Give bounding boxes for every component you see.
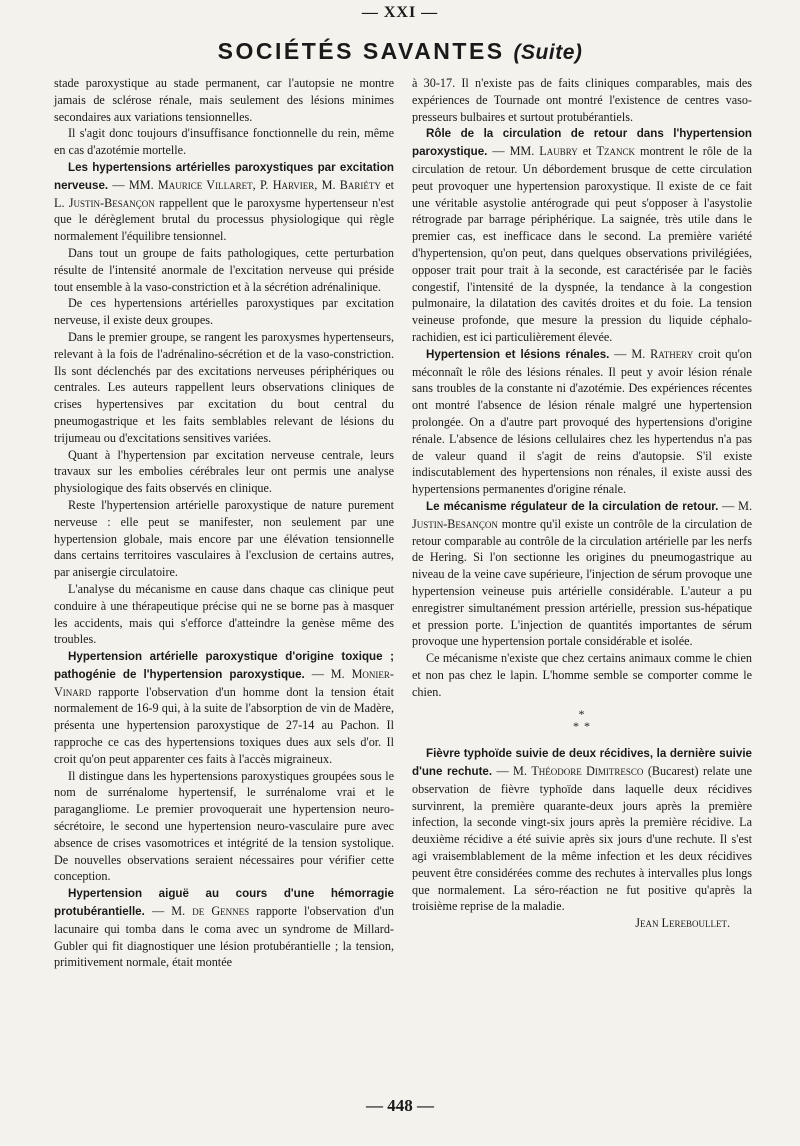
signature: Jean Lereboullet. — [635, 916, 730, 931]
author-name: Maurice Villaret — [157, 177, 253, 192]
article-monier-vinard: Hypertension artérielle paroxystique d'origine toxique ; pathogénie de l'hypertension paroxystique. — M. Monier-Vinard rapporte l'observation d'un homme dont la tension était normalement de 16-9 qui, à la suite de l'absorption de vin de Madère, présenta une hypertension paroxystique de 27-14 au Pachon. Il rapproche ce cas des hypertensions toxiques dues aux sels d'or. Il croit qu'on peut apparenter ces faits à l'accès migraineux. — [54, 650, 394, 766]
author-name: Laubry — [539, 144, 578, 159]
article-title: Hypertension aiguë au cours d'une hémorragie protubérantielle. — [54, 887, 394, 919]
article-dimitresco: Fièvre typhoïde suivie de deux récidives, la dernière suivie d'une rechute. — M. Théodore Dimitresco (Bucarest) relate une observation de fièvre typhoïde dans laquelle deux récidives survinrent, la première quarante-deux jours après la première infection, la seconde vingt-six jours après la première récidive. La deuxième récidive a été suivie après six jours d'une rechute. Il s'est agi vraisemblablement de la même infection et les deux récidives peuvent être considérées comme des rechutes à intervalles plus longs que normalement. La séro-réaction ne fut positive qu'après la troisième reprise de la maladie. — [412, 747, 752, 914]
paragraph: Il s'agit donc toujours d'insuffisance fonctionnelle du rein, même en cas d'azotémie mortelle. — [54, 126, 394, 158]
paragraph: stade paroxystique au stade permanent, car l'autopsie ne montre jamais de sclérose rénale, mais seulement des lésions minimes secondaires aux variations tensionnelles. — [54, 76, 394, 124]
paragraph: Quant à l'hypertension par excitation nerveuse centrale, leurs travaux sur les embolies cérébrales leur ont permis une analyse physiologique des faits observés en clinique. — [54, 447, 394, 496]
paragraph: De ces hypertensions artérielles paroxystiques par excitation nerveuse, il existe deux groupes. — [54, 296, 394, 328]
author-name: Justin-Besançon — [412, 516, 498, 531]
author-name: Théodore Dimitresco — [531, 764, 644, 779]
article-villaret: Les hypertensions artérielles paroxystiques par excitation nerveuse. — MM. Maurice Villaret, P. Harvier, M. Bariéty et L. Justin-Besançon rappellent que le paroxysme hypertenseur n'est que le dérèglement brutal du processus physiologique qui règle normalement l'équilibre tensionnel. — [54, 160, 395, 244]
paragraph: Dans tout un groupe de faits pathologiques, cette perturbation résulte de l'intensité anormale de l'excitation nerveuse qui préside tout ensemble à la vaso-constriction et à la sécrétion adrénalinique. — [54, 245, 394, 294]
roman-page-number: — XXI — — [361, 4, 439, 21]
article-de-gennes: Hypertension aiguë au cours d'une hémorragie protubérantielle. — M. de Gennes rapporte l'observation d'un lacunaire qui tomba dans le coma avec un syndrome de Millard-Gubler qui fit diagnostiquer une lésion protubérantielle ; la tension, primitivement normale, était montée — [54, 887, 394, 970]
article-title: Le mécanisme régulateur de la circulation de retour. — [426, 499, 719, 513]
section-title: SOCIÉTÉS SAVANTES — [217, 38, 505, 64]
author-name: de Gennes — [192, 904, 250, 919]
article-laubry-tzanck: Rôle de la circulation de retour dans l'hypertension paroxystique. — MM. Laubry et Tzanck montrent le rôle de la circulation de retour. Un débordement brusque de cette circulation peut provoquer une hypertension paroxystique. Il existe de ce fait une véritable asystolie antérograde qui peut s'opposer à l'asystolie rétrograde par barrage périphérique. La saignée, très utile dans le premier cas, est inefficace dans le second. La première variété d'hypertension, qu'on peut, dans quelques observations privilégiées, opposer trait pour trait à la seconde, est caractérisée par le faciès congestif, l'intensité de la dyspnée, la tendance à la congestion pulmonaire, la dilatation des cavités droites et du foie. La tension veineuse profonde, que mesure la pression du liquide céphalo-rachidien, est ici particulièrement élevée. — [412, 127, 752, 344]
paragraph: Il distingue dans les hypertensions paroxystiques groupées sous le nom de surrénalome hypertensif, le surrénalome vrai et le paragangliome. Le premier provoquerait une hypertension neuro-sécrétoire, le second une hypertension neuro-vasculaire pure avec absence de crises vasomotrices et intégrité de la tension systolique. De nouvelles observations seraient nécessaires pour vérifier cette conception. — [54, 768, 394, 884]
author-name: Rathery — [650, 346, 694, 361]
paragraph: Reste l'hypertension artérielle paroxystique de nature purement nerveuse : elle peut se manifester, non seulement par une hypertension globale, mais encore par une élévation tensionnelle dans certains territoires vasculaires à l'exclusion de certains autres, par anisergie circulatoire. — [54, 497, 394, 580]
article-title: Fièvre typhoïde suivie de deux récidives, la dernière suivie d'une rechute. — [412, 747, 752, 779]
left-column — [54, 75, 394, 971]
article-title: Rôle de la circulation de retour dans l'hypertension paroxystique. — [412, 127, 752, 159]
right-column — [412, 75, 752, 932]
paragraph: L'analyse du mécanisme en cause dans chaque cas clinique peut conduire à une thérapeutique précise qui ne se borne pas à masquer les accidents, mais qui s'efforce d'atteindre la genèse même des troubles. — [54, 581, 394, 647]
author-name: Bariéty — [339, 177, 381, 192]
article-title: Les hypertensions artérielles paroxystiques par excitation nerveuse. — [54, 160, 394, 192]
article-rathery: Hypertension et lésions rénales. — M. Rathery croit qu'on méconnaît le rôle des lésions rénales. Il peut y avoir lésion rénale sans troubles de la constante ni d'azotémie. Des expériences récentes ont montré l'absence de lésion rénale malgré une hypertension prolongée. On a d'autre part provoqué des hypertensions d'origine rénale. L'absence de lésions cellulaires chez les hypertendus n'a pas de valeur quand il s'agit de reins d'autopsie. S'il existe indiscutablement des hypertensions non rénales, il existe aussi des hypertensions permanentes d'origine rénale. — [412, 346, 752, 497]
paragraph: à 30-17. Il n'existe pas de faits cliniques comparables, mais des expériences de Tournade ont montré l'existence de centres vaso-presseurs bulbaires et surtout protubérantiels. — [412, 76, 752, 124]
paragraph: Dans le premier groupe, se rangent les paroxysmes hypertenseurs, relevant à la fois de l'adrénalino-sécrétion et de la vaso-constriction. Ils sont déclenchés par des excitations nerveuses périphériques ou centrales. Les auteurs rappellent leurs observations cliniques de crises hypertensives par excitation du bout central du pneumogastrique et les faits semblables relevant de lésions du trijumeau ou d'excitations sensitives variées. — [54, 329, 394, 445]
asterism-divider: * * * — [573, 707, 591, 734]
author-name: P. Harvier — [259, 177, 315, 192]
author-name: Tzanck — [596, 144, 635, 159]
author-name: L. Justin-Besançon — [54, 195, 155, 210]
section-suite: (Suite) — [513, 41, 583, 64]
article-title: Hypertension artérielle paroxystique d'origine toxique ; pathogénie de l'hypertension paroxystique. — [54, 650, 394, 681]
article-justin-besancon: Le mécanisme régulateur de la circulation de retour. — M. Justin-Besançon montre qu'il existe un contrôle de la circulation de retour comparable au contrôle de la circulation artérielle par les nerfs de Hering. Si l'on sectionne les origines du pneumogastrique au niveau de la veine cave supérieure, l'injection de sérum provoque une hypertension veineuse puis artérielle considérable. L'auteur a pu enregistrer simultanément pression artérielle, pression sus-hépatique et pression porte. L'injection de quantités importantes de sérum provoque une hypertension portale considérable et isolée. — [412, 498, 752, 649]
paragraph: Ce mécanisme n'existe que chez certains animaux comme le chien et non pas chez le lapin. L'homme semble se comporter comme le chien. — [412, 651, 752, 699]
page-number: — 448 — — [366, 1096, 434, 1115]
article-title: Hypertension et lésions rénales. — [426, 347, 610, 361]
author-name: Monier-Vinard — [54, 666, 394, 699]
section-header — [0, 38, 800, 65]
